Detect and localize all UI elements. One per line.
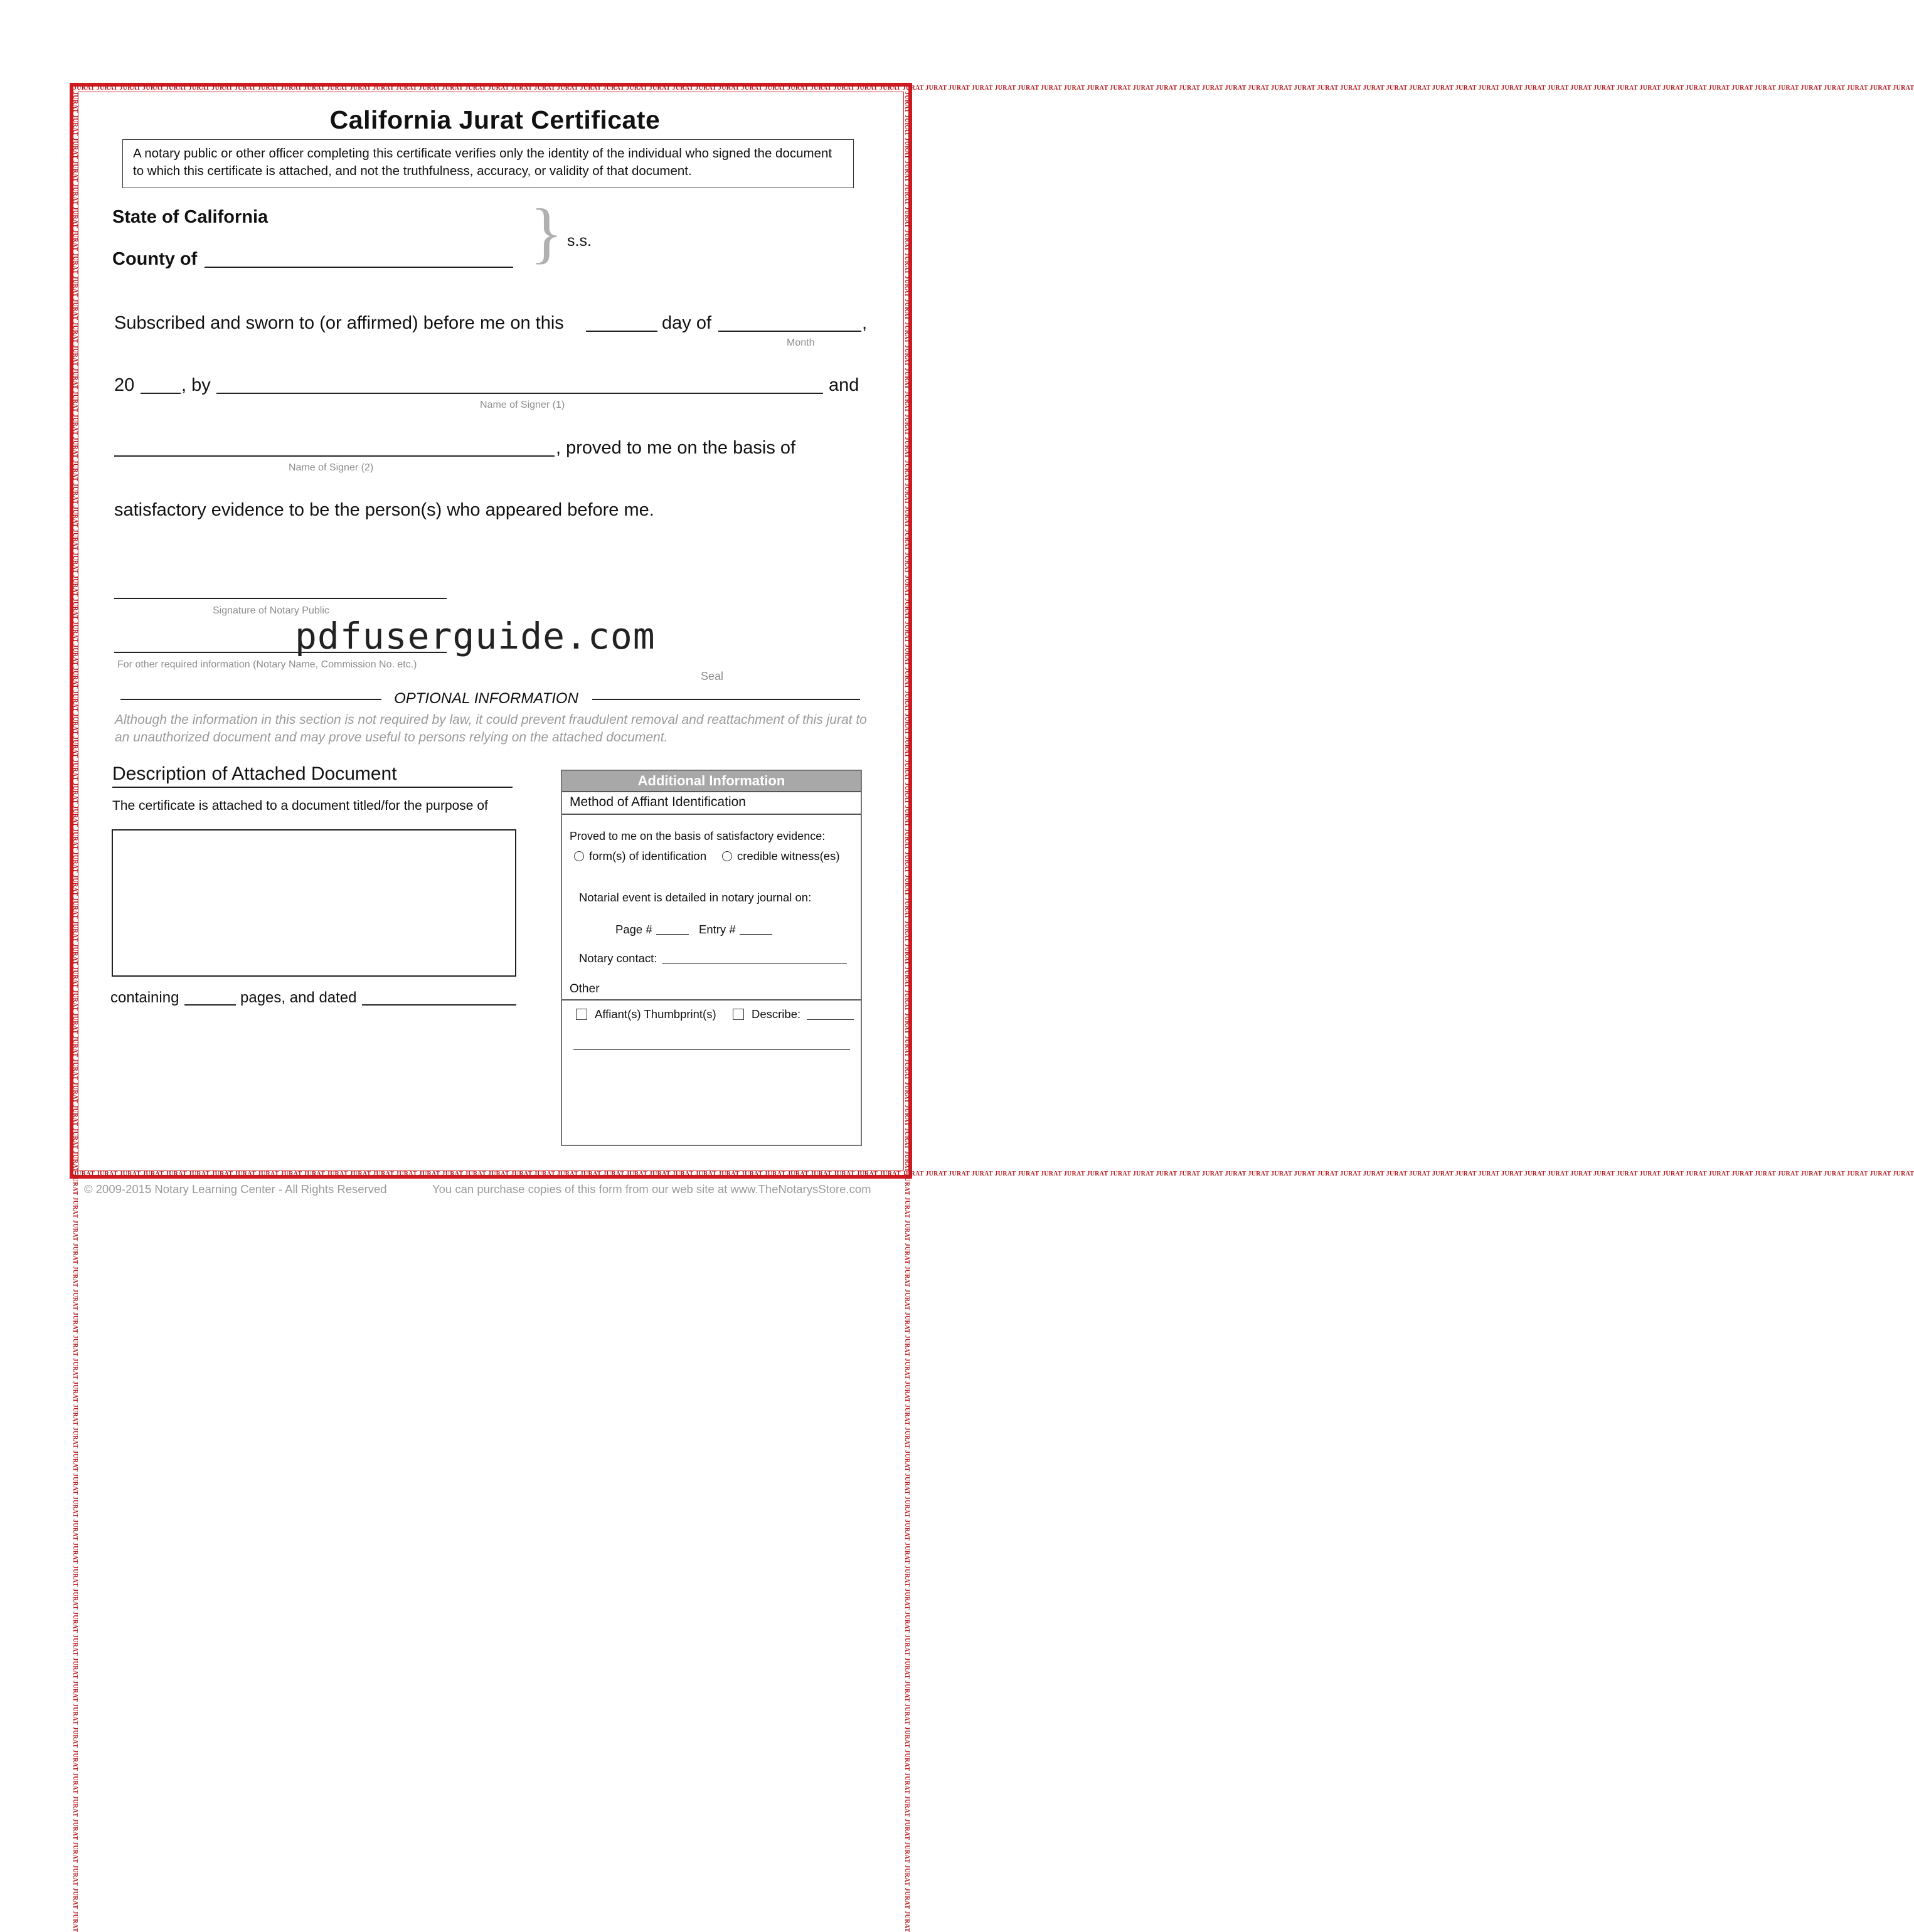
option-witness[interactable]: [722, 849, 839, 863]
state-label: State of California: [112, 207, 268, 227]
journal-label: Notarial event is detailed in notary journal on:: [579, 891, 812, 904]
venue-brace: }: [530, 196, 563, 270]
signer1-hint: Name of Signer (1): [480, 400, 565, 410]
optional-note: Although the information in this section is not required by law, it could prevent fraudulent removal and reattachment of this jurat to an unauthorized document and may prove useful to persons relying on the attached document.: [115, 713, 867, 745]
comma: ,: [862, 313, 868, 333]
method-label: Method of Affiant Identification: [570, 795, 746, 809]
day-of-label: day of: [662, 313, 711, 333]
describe-checkbox-icon[interactable]: [733, 1009, 744, 1020]
border-pattern-left: JURAT JURAT JURAT JURAT JURAT JURAT JURAT JURAT JURAT JURAT JURAT JURAT JURAT JURAT JURAT JURAT JURAT JURAT JURAT JURAT JURAT JURAT JURAT JURAT JURAT JURAT JURAT JURAT JURAT JURAT JURAT JURAT JURAT JURAT JURAT JURAT JURAT JURAT JURAT JURAT JURAT JURAT JURAT JURAT JURAT JURAT JURAT JURAT JURAT JURAT JURAT JURAT JURAT JURAT JURAT JURAT JURAT JURAT JURAT JURAT JURAT JURAT JURAT JURAT JURAT JURAT JURAT JURAT JURAT JURAT JURAT JURAT JURAT JURAT JURAT JURAT JURAT JURAT JURAT JURAT: [72, 92, 78, 1932]
pages-field[interactable]: [184, 1004, 236, 1006]
optional-rule-left: [120, 699, 381, 700]
year-prefix: 20: [114, 375, 135, 395]
proved-label: Proved to me on the basis of satisfactory evidence:: [570, 830, 826, 842]
describe-field[interactable]: [807, 1019, 854, 1020]
thumbprint-option[interactable]: [576, 1007, 716, 1021]
entry-number-label: Entry #: [699, 923, 736, 936]
notary-signature-field[interactable]: [114, 598, 447, 599]
optional-rule-right: [592, 699, 860, 700]
additional-info-heading: Additional Information: [562, 771, 861, 791]
dated-field[interactable]: [362, 1004, 516, 1006]
optional-heading: OPTIONAL INFORMATION: [394, 690, 578, 707]
sworn-text: Subscribed and sworn to (or affirmed) before me on this: [114, 313, 564, 333]
county-label: County of: [112, 249, 198, 269]
attached-doc-heading-rule: [112, 787, 513, 788]
footer-purchase: You can purchase copies of this form from our web site at www.TheNotarysStore.com: [432, 1182, 871, 1196]
attached-doc-subtitle: The certificate is attached to a document titled/for the purpose of: [112, 799, 488, 813]
containing-label: containing: [110, 989, 179, 1006]
signer2-field[interactable]: [114, 455, 555, 457]
thumbprint-checkbox-icon[interactable]: [576, 1009, 587, 1020]
and-label: and: [829, 375, 859, 395]
border-pattern-bottom: JURAT JURAT JURAT JURAT JURAT JURAT JURAT JURAT JURAT JURAT JURAT JURAT JURAT JURAT JURAT JURAT JURAT JURAT JURAT JURAT JURAT JURAT JURAT JURAT JURAT JURAT JURAT JURAT JURAT JURAT JURAT JURAT JURAT JURAT JURAT JURAT JURAT JURAT JURAT JURAT JURAT JURAT JURAT JURAT JURAT JURAT JURAT JURAT JURAT JURAT JURAT JURAT JURAT JURAT JURAT JURAT JURAT JURAT JURAT JURAT JURAT JURAT JURAT JURAT JURAT JURAT JURAT JURAT JURAT JURAT JURAT JURAT JURAT JURAT JURAT JURAT JURAT JURAT JURAT JURAT: [73, 1170, 1914, 1177]
option-witness-label: credible witness(es): [737, 849, 840, 863]
entry-number-field[interactable]: [740, 934, 772, 935]
pages-dated-label: pages, and dated: [240, 989, 357, 1006]
day-field[interactable]: [586, 331, 657, 332]
signer1-field[interactable]: [216, 393, 823, 394]
identification-radio-icon[interactable]: [574, 851, 584, 861]
by-label: , by: [181, 375, 211, 395]
proved-text: , proved to me on the basis of: [556, 438, 796, 458]
describe-label: Describe:: [752, 1007, 801, 1021]
option-identification-label: form(s) of identification: [589, 849, 707, 863]
witness-radio-icon[interactable]: [722, 851, 732, 861]
notary-contact-field[interactable]: [662, 963, 847, 964]
evidence-text: satisfactory evidence to be the person(s) who appeared before me.: [114, 500, 654, 520]
describe-extra-field[interactable]: [573, 1049, 850, 1050]
attached-doc-heading: Description of Attached Document: [112, 763, 397, 784]
year-field[interactable]: [141, 393, 181, 394]
watermark-text: pdfuserguide.com: [295, 615, 656, 657]
page-number-label: Page #: [615, 923, 652, 936]
month-hint: Month: [787, 337, 815, 348]
page-number-field[interactable]: [656, 934, 689, 935]
county-field[interactable]: [205, 267, 513, 268]
disclaimer-box: A notary public or other officer completing this certificate verifies only the identity of the individual who signed the document to which this certificate is attached, and not the truthfulness, accuracy, or validity of that document.: [122, 139, 854, 188]
footer-copyright: © 2009-2015 Notary Learning Center - All Rights Reserved: [84, 1182, 387, 1196]
notary-signature-hint: Signature of Notary Public: [213, 605, 329, 616]
border-pattern-right: JURAT JURAT JURAT JURAT JURAT JURAT JURAT JURAT JURAT JURAT JURAT JURAT JURAT JURAT JURAT JURAT JURAT JURAT JURAT JURAT JURAT JURAT JURAT JURAT JURAT JURAT JURAT JURAT JURAT JURAT JURAT JURAT JURAT JURAT JURAT JURAT JURAT JURAT JURAT JURAT JURAT JURAT JURAT JURAT JURAT JURAT JURAT JURAT JURAT JURAT JURAT JURAT JURAT JURAT JURAT JURAT JURAT JURAT JURAT JURAT JURAT JURAT JURAT JURAT JURAT JURAT JURAT JURAT JURAT JURAT JURAT JURAT JURAT JURAT JURAT JURAT JURAT JURAT JURAT JURAT: [903, 92, 910, 1932]
thumbprint-label: Affiant(s) Thumbprint(s): [595, 1007, 716, 1021]
document-title-box[interactable]: [112, 829, 516, 977]
option-identification[interactable]: [574, 849, 706, 863]
notary-contact-label: Notary contact:: [579, 952, 657, 965]
other-separator: [562, 999, 861, 1001]
border-pattern-top: JURAT JURAT JURAT JURAT JURAT JURAT JURAT JURAT JURAT JURAT JURAT JURAT JURAT JURAT JURAT JURAT JURAT JURAT JURAT JURAT JURAT JURAT JURAT JURAT JURAT JURAT JURAT JURAT JURAT JURAT JURAT JURAT JURAT JURAT JURAT JURAT JURAT JURAT JURAT JURAT JURAT JURAT JURAT JURAT JURAT JURAT JURAT JURAT JURAT JURAT JURAT JURAT JURAT JURAT JURAT JURAT JURAT JURAT JURAT JURAT JURAT JURAT JURAT JURAT JURAT JURAT JURAT JURAT JURAT JURAT JURAT JURAT JURAT JURAT JURAT JURAT JURAT JURAT JURAT JURAT: [73, 85, 1914, 92]
method-separator: [562, 814, 861, 815]
additional-info-separator: [562, 791, 861, 792]
other-info-hint: For other required information (Notary Name, Commission No. etc.): [117, 659, 417, 670]
month-field[interactable]: [718, 331, 861, 332]
describe-option[interactable]: [733, 1007, 800, 1021]
signer2-hint: Name of Signer (2): [289, 462, 374, 473]
other-label: Other: [570, 982, 600, 995]
ss-label: s.s.: [567, 232, 592, 250]
seal-label: Seal: [701, 670, 724, 682]
page-title: California Jurat Certificate: [329, 105, 661, 134]
